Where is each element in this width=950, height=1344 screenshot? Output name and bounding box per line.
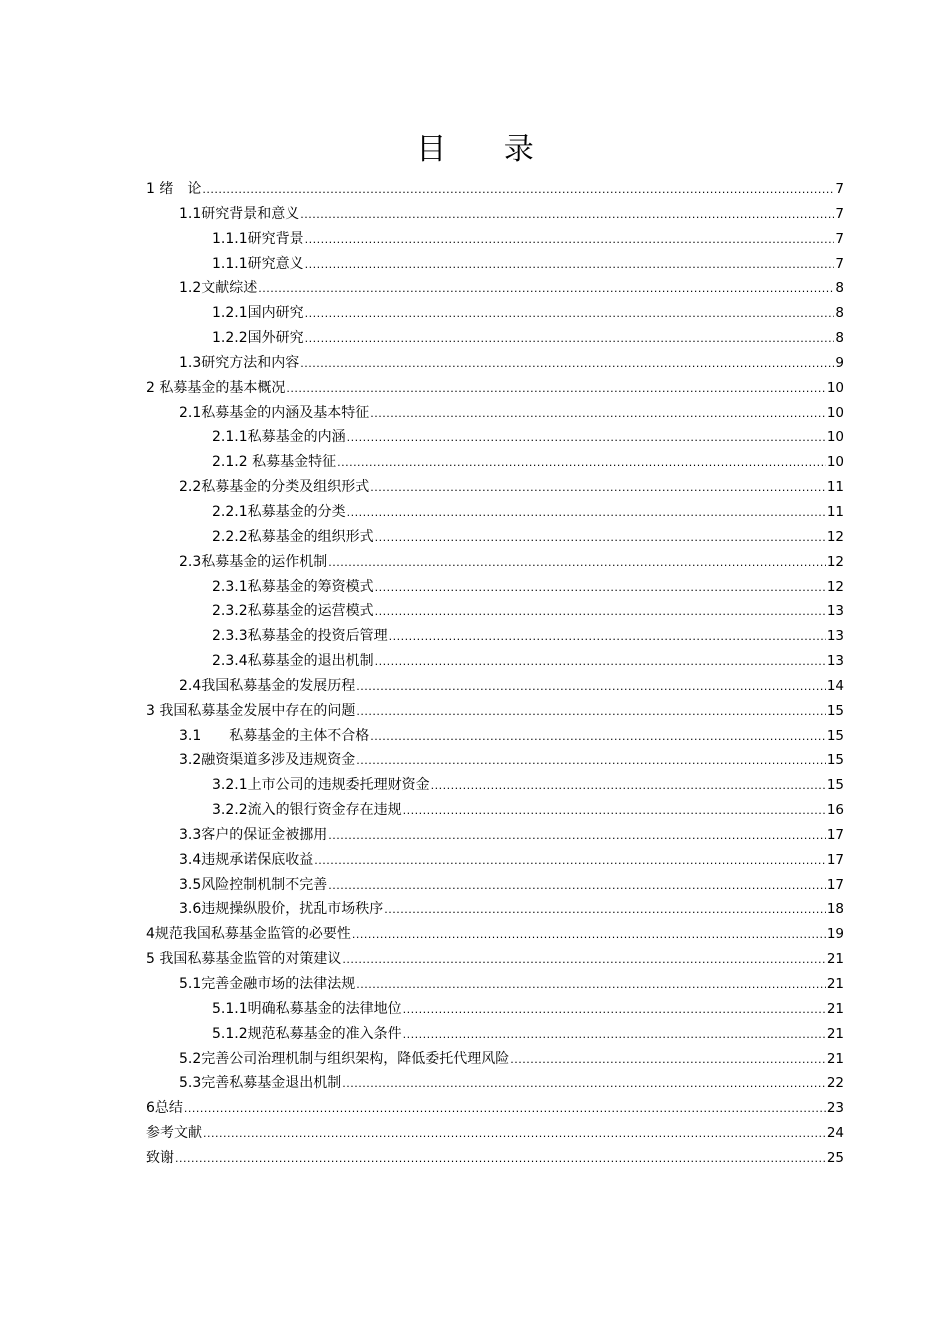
- toc-entry[interactable]: [146, 699, 844, 724]
- toc-entry-page-number: 11: [826, 479, 844, 496]
- toc-entry[interactable]: [146, 724, 844, 749]
- toc-entry-label: 1.2文献综述: [179, 280, 258, 297]
- dot-leader: [314, 849, 826, 874]
- toc-entry-page-number: 15: [826, 777, 844, 794]
- dot-leader: [347, 426, 826, 451]
- table-of-contents: [146, 177, 844, 1171]
- dot-leader: [258, 277, 834, 302]
- dot-leader: [431, 774, 826, 799]
- toc-entry-label: 6总结: [146, 1100, 183, 1117]
- toc-entry-label: 2.2.2私募基金的组织形式: [212, 528, 374, 545]
- toc-entry[interactable]: [146, 425, 844, 450]
- dot-leader: [300, 352, 834, 377]
- dot-leader: [375, 600, 826, 625]
- toc-entry[interactable]: [146, 376, 844, 401]
- toc-entry-label: 1 绪 论: [146, 181, 202, 197]
- toc-entry[interactable]: [146, 997, 844, 1022]
- toc-entry-label: 5.3完善私募基金退出机制: [179, 1075, 342, 1092]
- toc-entry-page-number: 12: [826, 578, 844, 595]
- toc-entry-label: 参考文献: [146, 1125, 202, 1142]
- toc-entry-label: 2.2私募基金的分类及组织形式: [179, 479, 370, 496]
- toc-entry-page-number: 13: [826, 653, 844, 670]
- toc-entry[interactable]: [146, 351, 844, 376]
- toc-entry[interactable]: [146, 1047, 844, 1072]
- toc-entry[interactable]: [146, 649, 844, 674]
- toc-entry-page-number: 10: [826, 404, 844, 421]
- dot-leader: [384, 898, 826, 923]
- toc-entry-page-number: 7: [835, 181, 844, 197]
- dot-leader: [375, 526, 826, 551]
- toc-entry-label: 2.3.3私募基金的投资后管理: [212, 628, 388, 645]
- toc-entry-label: 3.1 私募基金的主体不合格: [179, 727, 370, 744]
- toc-entry-page-number: 8: [835, 330, 844, 347]
- toc-entry[interactable]: [146, 873, 844, 898]
- toc-entry-label: 5 我国私募基金监管的对策建议: [146, 951, 342, 968]
- toc-entry-label: 1.2.2国外研究: [212, 330, 304, 347]
- toc-entry-page-number: 11: [826, 503, 844, 520]
- toc-entry[interactable]: [146, 674, 844, 699]
- toc-entry[interactable]: [146, 1096, 844, 1121]
- dot-leader: [352, 923, 826, 948]
- toc-entry-label: 2.3私募基金的运作机制: [179, 553, 328, 570]
- toc-entry[interactable]: [146, 1071, 844, 1096]
- toc-entry-page-number: 25: [826, 1149, 844, 1166]
- toc-entry-page-number: 8: [835, 305, 844, 322]
- dot-leader: [375, 576, 826, 601]
- toc-entry[interactable]: [146, 177, 844, 202]
- dot-leader: [510, 1048, 826, 1073]
- dot-leader: [356, 749, 826, 774]
- toc-entry-page-number: 14: [826, 677, 844, 694]
- dot-leader: [305, 302, 835, 327]
- toc-entry-page-number: 7: [835, 255, 844, 272]
- dot-leader: [286, 377, 825, 402]
- toc-entry-label: 2.3.4私募基金的退出机制: [212, 653, 374, 670]
- dot-leader: [342, 1072, 826, 1097]
- toc-entry-label: 2.3.2私募基金的运营模式: [212, 603, 374, 620]
- toc-entry-page-number: 15: [826, 727, 844, 744]
- toc-entry-page-number: 12: [826, 553, 844, 570]
- dot-leader: [203, 1122, 826, 1147]
- toc-entry-page-number: 12: [826, 528, 844, 545]
- toc-entry[interactable]: [146, 599, 844, 624]
- dot-leader: [389, 625, 826, 650]
- toc-entry[interactable]: [146, 972, 844, 997]
- dot-leader: [328, 824, 826, 849]
- toc-entry-label: 3 我国私募基金发展中存在的问题: [146, 702, 356, 719]
- toc-entry-label: 4规范我国私募基金监管的必要性: [146, 926, 351, 943]
- toc-entry-page-number: 13: [826, 603, 844, 620]
- toc-entry-label: 2.2.1私募基金的分类: [212, 503, 346, 520]
- toc-entry-page-number: 7: [835, 205, 844, 222]
- toc-entry-label: 2.3.1私募基金的筹资模式: [212, 578, 374, 595]
- dot-leader: [328, 874, 826, 899]
- toc-entry-page-number: 13: [826, 628, 844, 645]
- toc-entry-page-number: 21: [826, 951, 844, 968]
- toc-entry-label: 3.6违规操纵股价，扰乱市场秩序: [179, 901, 384, 918]
- toc-entry[interactable]: [146, 450, 844, 475]
- toc-entry-page-number: 17: [826, 851, 844, 868]
- toc-entry-page-number: 7: [835, 230, 844, 247]
- toc-entry[interactable]: [146, 897, 844, 922]
- toc-entry[interactable]: [146, 922, 844, 947]
- toc-entry-page-number: 21: [826, 976, 844, 992]
- dot-leader: [328, 551, 826, 576]
- dot-leader: [184, 1097, 826, 1122]
- toc-entry-label: 1.3研究方法和内容: [179, 354, 300, 371]
- toc-entry-label: 3.2.1上市公司的违规委托理财资金: [212, 777, 430, 794]
- toc-entry-page-number: 24: [826, 1125, 844, 1142]
- dot-leader: [305, 327, 835, 352]
- toc-entry-label: 3.4违规承诺保底收益: [179, 851, 314, 868]
- toc-entry[interactable]: [146, 798, 844, 823]
- toc-entry-page-number: 10: [826, 454, 844, 471]
- toc-entry-label: 2 私募基金的基本概况: [146, 379, 286, 396]
- toc-entry-page-number: 18: [826, 901, 844, 918]
- toc-entry-page-number: 21: [826, 1025, 844, 1042]
- toc-entry[interactable]: [146, 500, 844, 525]
- toc-entry-page-number: 23: [826, 1100, 844, 1117]
- toc-entry-page-number: 8: [835, 280, 844, 297]
- toc-entry[interactable]: [146, 525, 844, 550]
- toc-entry-label: 5.2完善公司治理机制与组织架构，降低委托代理风险: [179, 1050, 510, 1067]
- toc-entry-label: 致谢: [146, 1149, 174, 1166]
- toc-entry-label: 2.1.2 私募基金特征: [212, 454, 337, 471]
- toc-entry[interactable]: [146, 848, 844, 873]
- toc-entry-label: 1.2.1国内研究: [212, 305, 304, 322]
- toc-entry-page-number: 21: [826, 1000, 844, 1017]
- toc-entry-label: 5.1完善金融市场的法律法规: [179, 976, 356, 992]
- dot-leader: [342, 948, 825, 973]
- toc-entry[interactable]: [146, 1121, 844, 1146]
- dot-leader: [356, 700, 825, 725]
- toc-entry-page-number: 22: [826, 1075, 844, 1092]
- toc-entry[interactable]: [146, 475, 844, 500]
- toc-entry-label: 2.1.1私募基金的内涵: [212, 429, 346, 446]
- toc-entry[interactable]: [146, 326, 844, 351]
- toc-entry-label: 3.3客户的保证金被挪用: [179, 826, 328, 843]
- toc-entry-label: 3.5风险控制机制不完善: [179, 876, 328, 893]
- toc-entry-label: 1.1.1研究背景: [212, 230, 304, 247]
- dot-leader: [403, 799, 826, 824]
- toc-entry-page-number: 9: [835, 354, 844, 371]
- dot-leader: [370, 476, 826, 501]
- toc-entry[interactable]: [146, 1022, 844, 1047]
- toc-entry-label: 5.1.2规范私募基金的准入条件: [212, 1025, 402, 1042]
- dot-leader: [202, 178, 834, 203]
- toc-entry-page-number: 21: [826, 1050, 844, 1067]
- toc-entry[interactable]: [146, 773, 844, 798]
- toc-entry[interactable]: [146, 276, 844, 301]
- toc-entry-page-number: 10: [826, 429, 844, 446]
- toc-entry[interactable]: [146, 227, 844, 252]
- toc-entry[interactable]: [146, 1146, 844, 1171]
- toc-entry-page-number: 17: [826, 826, 844, 843]
- toc-entry-label: 3.2融资渠道多涉及违规资金: [179, 752, 356, 769]
- toc-entry[interactable]: [146, 550, 844, 575]
- dot-leader: [347, 501, 826, 526]
- toc-entry[interactable]: [146, 947, 844, 972]
- dot-leader: [300, 203, 834, 228]
- dot-leader: [375, 650, 826, 675]
- toc-entry[interactable]: [146, 748, 844, 773]
- toc-entry[interactable]: [146, 252, 844, 277]
- toc-entry-page-number: 15: [826, 752, 844, 769]
- toc-entry-label: 3.2.2流入的银行资金存在违规: [212, 802, 402, 819]
- dot-leader: [337, 451, 826, 476]
- toc-entry-page-number: 10: [826, 379, 844, 396]
- toc-entry[interactable]: [146, 575, 844, 600]
- dot-leader: [370, 402, 826, 427]
- dot-leader: [370, 725, 826, 750]
- dot-leader: [175, 1147, 826, 1172]
- toc-entry[interactable]: [146, 401, 844, 426]
- dot-leader: [403, 998, 826, 1023]
- dot-leader: [356, 973, 826, 998]
- toc-entry-label: 5.1.1明确私募基金的法律地位: [212, 1000, 402, 1017]
- toc-entry-page-number: 19: [826, 926, 844, 943]
- toc-entry-page-number: 15: [826, 702, 844, 719]
- page-title: 目 录: [416, 132, 558, 167]
- dot-leader: [356, 675, 826, 700]
- toc-entry-label: 2.1私募基金的内涵及基本特征: [179, 404, 370, 421]
- toc-entry-page-number: 16: [826, 802, 844, 819]
- toc-entry[interactable]: [146, 202, 844, 227]
- dot-leader: [305, 228, 835, 253]
- toc-entry[interactable]: [146, 624, 844, 649]
- toc-entry-label: 2.4我国私募基金的发展历程: [179, 677, 356, 694]
- dot-leader: [305, 253, 835, 278]
- toc-entry-page-number: 17: [826, 876, 844, 893]
- toc-entry-label: 1.1研究背景和意义: [179, 205, 300, 222]
- toc-entry-label: 1.1.1研究意义: [212, 255, 304, 272]
- toc-entry[interactable]: [146, 823, 844, 848]
- dot-leader: [403, 1023, 826, 1048]
- toc-entry[interactable]: [146, 301, 844, 326]
